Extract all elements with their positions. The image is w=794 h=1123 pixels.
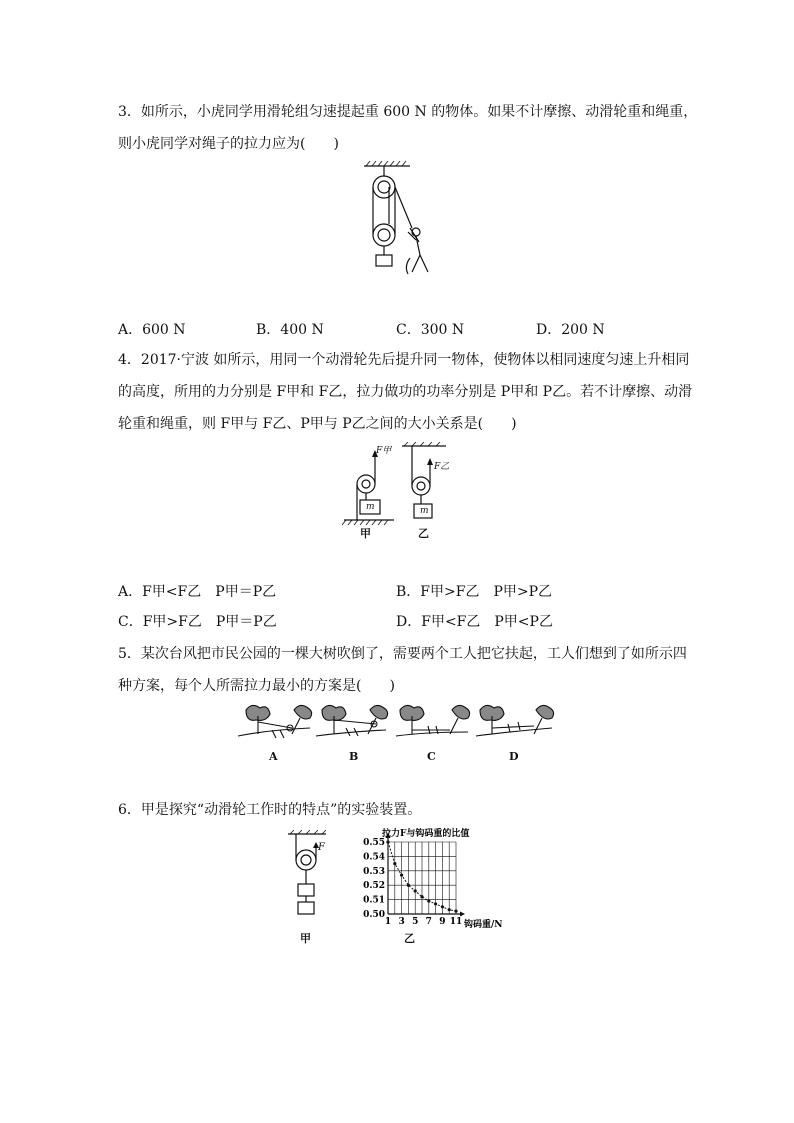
q4-caption-yi: 乙 bbox=[418, 527, 429, 540]
chart-x-tick-label: 1 bbox=[384, 917, 392, 927]
q5-label-d: D bbox=[509, 750, 519, 763]
chart-data-point bbox=[407, 884, 410, 887]
chart-data-point bbox=[400, 874, 403, 877]
chart-data-point bbox=[420, 895, 423, 898]
q6-caption-jia: 甲 bbox=[300, 932, 311, 945]
q5-label-c: C bbox=[427, 750, 436, 763]
chart-x-tick-label: 9 bbox=[439, 917, 446, 927]
chart-y-tick-label: 0.50 bbox=[363, 910, 385, 920]
q3-option-d: D．200 N bbox=[536, 322, 605, 338]
q3-option-c: C．300 N bbox=[396, 322, 465, 338]
chart-x-arrow bbox=[460, 912, 465, 917]
chart-x-tick-label: 7 bbox=[425, 917, 432, 927]
chart-y-tick-label: 0.52 bbox=[363, 881, 385, 892]
chart-y-tick-label: 0.53 bbox=[363, 866, 385, 877]
chart-data-point bbox=[386, 840, 389, 843]
chart-data-point bbox=[441, 905, 444, 908]
q4-option-c: C．F甲>F乙 P甲＝P乙 bbox=[118, 614, 277, 630]
chart-x-tick-label: 5 bbox=[412, 917, 419, 927]
q4-mass-label-left: m bbox=[366, 502, 375, 512]
chart-data-point bbox=[393, 862, 396, 865]
q4-text-line2: 的高度，所用的力分别是 F甲和 F乙，拉力做功的功率分别是 P甲和 P乙。若不计摩擦、动滑 bbox=[118, 384, 693, 400]
q4-option-d: D．F甲<F乙 P甲<P乙 bbox=[396, 614, 553, 630]
chart-x-tick-label: 3 bbox=[398, 917, 405, 927]
q4-force-label-jia: F甲 bbox=[376, 446, 392, 456]
q3-option-a: A．600 N bbox=[118, 322, 186, 338]
q4-mass-label-right: m bbox=[420, 506, 429, 516]
q4-option-b: B．F甲>F乙 P甲>P乙 bbox=[396, 584, 553, 600]
q5-label-a: A bbox=[269, 750, 278, 763]
q3-option-b: B．400 N bbox=[256, 322, 324, 338]
q4-text-line3: 轮重和绳重，则 F甲与 F乙、P甲与 P乙之间的大小关系是( ) bbox=[118, 416, 517, 432]
chart-data-point bbox=[427, 899, 430, 902]
chart-y-tick-label: 0.55 bbox=[363, 838, 385, 848]
q4-text-line1: 4．2017·宁波 如所示，用同一个动滑轮先后提升同一物体，使物体以相同速度匀速上升相同 bbox=[118, 352, 690, 368]
q4-pulley-figure bbox=[342, 442, 462, 542]
q5-text-line2: 种方案，每个人所需拉力最小的方案是( ) bbox=[118, 678, 395, 694]
q3-text-line1: 3．如所示，小虎同学用滑轮组匀速提起重 600 N 的物体。如果不计摩擦、动滑轮重和绳重， bbox=[118, 104, 698, 120]
chart-data-point bbox=[434, 902, 437, 905]
chart-xlabel: 钩码重/N bbox=[464, 920, 503, 930]
q6-text-line1: 6．甲是探究“动滑轮工作时的特点”的实验装置。 bbox=[118, 802, 422, 818]
q5-text-line1: 5．某次台风把市民公园的一棵大树吹倒了，需要两个工人把它扶起，工人们想到了如所示四 bbox=[118, 646, 687, 662]
q5-label-b: B bbox=[349, 750, 359, 763]
q6-chart-svg bbox=[352, 826, 522, 936]
q4-caption-jia: 甲 bbox=[360, 527, 371, 540]
q3-text-line2: 则小虎同学对绳子的拉力应为( ) bbox=[118, 136, 339, 152]
q4-option-a: A．F甲<F乙 P甲＝P乙 bbox=[118, 584, 277, 600]
q6-caption-yi: 乙 bbox=[404, 932, 415, 945]
chart-data-point bbox=[448, 908, 451, 911]
q6-chart bbox=[352, 826, 522, 945]
chart-y-tick-label: 0.54 bbox=[363, 852, 385, 863]
q5-tree-figure bbox=[236, 700, 562, 766]
chart-title: 拉力F与钩码重的比值 bbox=[382, 829, 470, 839]
q6-pulley-figure bbox=[286, 830, 336, 945]
q4-force-label-yi: F乙 bbox=[434, 462, 450, 472]
chart-y-tick-label: 0.51 bbox=[363, 895, 385, 906]
chart-data-point bbox=[454, 910, 457, 913]
q3-pulley-figure bbox=[360, 160, 440, 280]
chart-data-point bbox=[414, 889, 417, 892]
q6-force-label: F bbox=[318, 842, 325, 853]
chart-x-tick-label: 11 bbox=[449, 917, 463, 927]
